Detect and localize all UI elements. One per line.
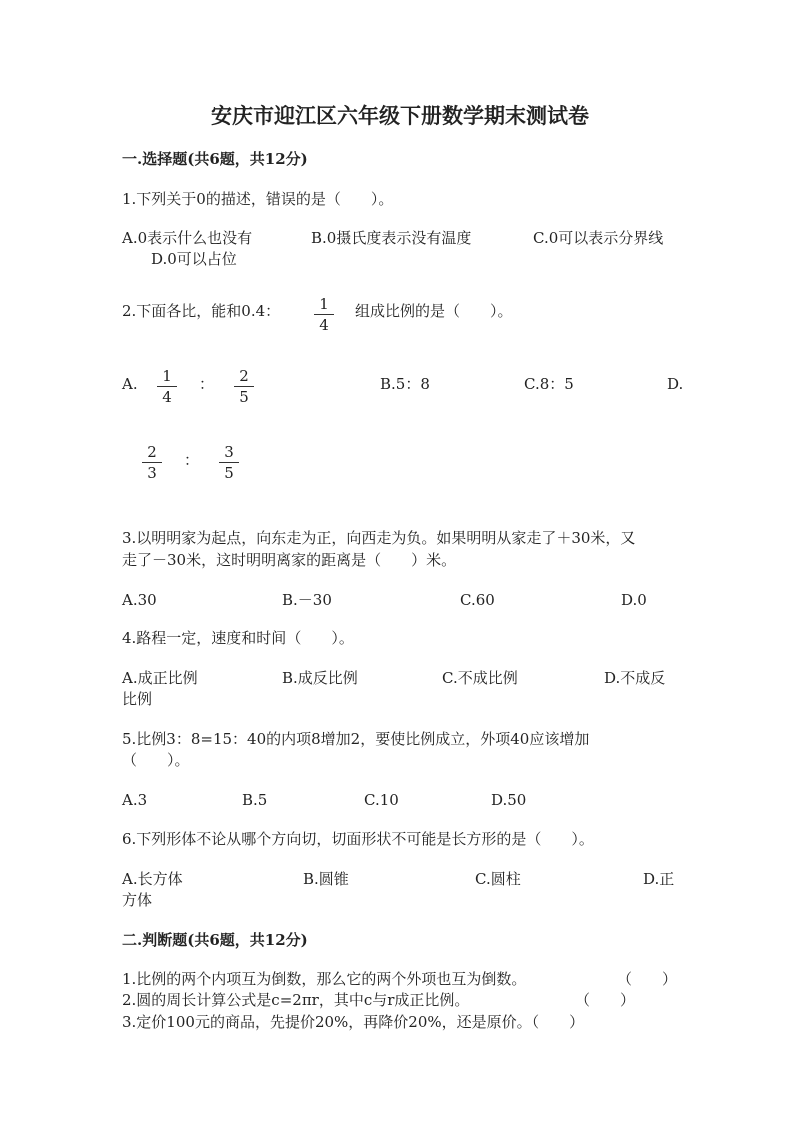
q5-option-b: B.5 — [242, 791, 268, 809]
q4-option-d-line2: 比例 — [122, 690, 153, 708]
q1-option-c: C.0可以表示分界线 — [533, 229, 664, 247]
q6-option-d-line1: D.正 — [643, 870, 675, 888]
judge-q1-paren: （ ） — [617, 970, 678, 988]
q2-stem-post: 组成比例的是（ ）。 — [355, 302, 513, 320]
q5-option-d: D.50 — [491, 791, 527, 809]
q1-option-d: D.0可以占位 — [151, 250, 237, 268]
q5-stem-line1: 5.比例3：8=15：40的内项8增加2，要使比例成立，外项40应该增加 — [122, 730, 590, 748]
judge-q1: 1.比例的两个内项互为倒数，那么它的两个外项也互为倒数。 — [122, 970, 527, 988]
q3-option-c: C.60 — [460, 591, 495, 609]
judge-q2-paren: （ ） — [575, 991, 636, 1009]
q2-option-a-fraction-1 — [157, 368, 177, 405]
section-1-heading: 一.选择题(共6题，共12分) — [122, 150, 308, 168]
q5-option-c: C.10 — [364, 791, 399, 809]
fraction-numerator: 1 — [314, 296, 334, 315]
q2-option-a-label: A. — [122, 375, 138, 393]
q2-option-b: B.5：8 — [380, 375, 430, 393]
q3-option-a: A.30 — [122, 591, 157, 609]
fraction-numerator: 3 — [219, 444, 239, 463]
q1-option-b: B.0摄氏度表示没有温度 — [311, 229, 472, 247]
q2-option-c: C.8：5 — [524, 375, 574, 393]
q6-option-b: B.圆锥 — [303, 870, 349, 888]
q6-stem: 6.下列形体不论从哪个方向切，切面形状不可能是长方形的是（ ）。 — [122, 830, 594, 848]
q6-option-a: A.长方体 — [122, 870, 183, 888]
q4-option-b: B.成反比例 — [282, 669, 358, 687]
q5-stem-line2: （ ）。 — [122, 751, 190, 769]
fraction-denominator: 4 — [162, 388, 172, 406]
q5-option-a: A.3 — [122, 791, 148, 809]
q4-option-c: C.不成比例 — [442, 669, 518, 687]
fraction-denominator: 3 — [147, 464, 157, 482]
fraction-numerator: 2 — [234, 368, 254, 387]
fraction-denominator: 5 — [239, 388, 249, 406]
q4-option-d-line1: D.不成反 — [604, 669, 666, 687]
q3-stem-line1: 3.以明明家为起点，向东走为正，向西走为负。如果明明从家走了＋30米，又 — [122, 529, 636, 547]
q2-option-a-colon: ： — [199, 375, 215, 393]
q4-option-a: A.成正比例 — [122, 669, 198, 687]
q2-option-d-fraction-1 — [142, 444, 162, 481]
fraction-numerator: 2 — [142, 444, 162, 463]
fraction-denominator: 5 — [224, 464, 234, 482]
q2-option-d-label: D. — [667, 375, 684, 393]
q6-option-c: C.圆柱 — [475, 870, 521, 888]
q3-stem-line2: 走了－30米，这时明明离家的距离是（ ）米。 — [122, 551, 457, 569]
q1-option-a: A.0表示什么也没有 — [122, 229, 253, 247]
q3-option-d: D.0 — [621, 591, 647, 609]
page-title: 安庆市迎江区六年级下册数学期末测试卷 — [211, 103, 589, 128]
q2-option-d-fraction-2 — [219, 444, 239, 481]
q1-stem: 1.下列关于0的描述，错误的是（ ）。 — [122, 190, 394, 208]
fraction-denominator: 4 — [319, 316, 329, 334]
q2-stem-pre: 2.下面各比，能和0.4： — [122, 302, 281, 320]
q6-option-d-line2: 方体 — [122, 891, 153, 909]
judge-q3: 3.定价100元的商品，先提价20%，再降价20%，还是原价。（ ） — [122, 1013, 585, 1031]
q4-stem: 4.路程一定，速度和时间（ ）。 — [122, 629, 354, 647]
q2-option-a-fraction-2 — [234, 368, 254, 405]
q3-option-b: B.－30 — [282, 591, 332, 609]
fraction-numerator: 1 — [157, 368, 177, 387]
judge-q2: 2.圆的周长计算公式是c=2πr，其中c与r成正比例。 — [122, 991, 470, 1009]
q2-stem-fraction — [314, 296, 334, 333]
section-2-heading: 二.判断题(共6题，共12分) — [122, 931, 308, 949]
q2-option-d-colon: ： — [184, 451, 200, 469]
